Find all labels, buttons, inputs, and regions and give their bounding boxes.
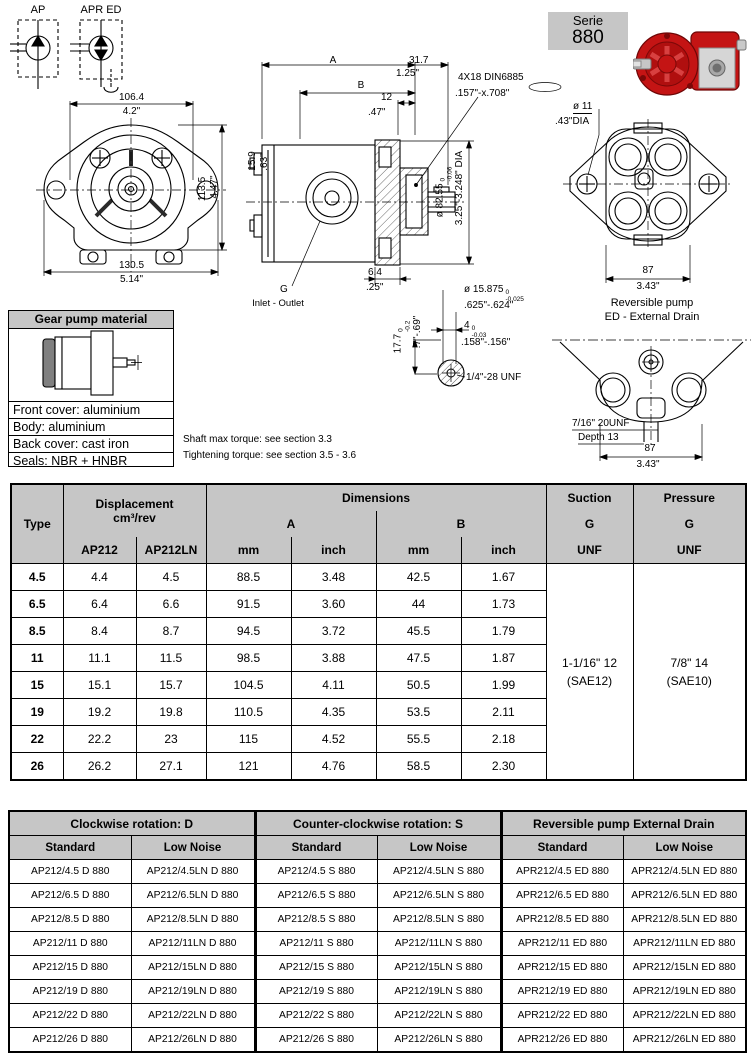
shaft-detail — [393, 280, 551, 392]
schematic-symbols — [8, 4, 158, 100]
shaft-depth-mm — [394, 321, 413, 354]
order-code-cell: AP212/6.5 S 880 — [255, 884, 377, 908]
side-dim-b-label: B — [357, 80, 365, 91]
cell-ap212ln: 23 — [136, 726, 206, 753]
cell-ap212: 11.1 — [63, 645, 136, 672]
order-code-cell: APR212/19LN ED 880 — [623, 980, 746, 1004]
order-code-cell: AP212/22LN S 880 — [377, 1004, 501, 1028]
cell-a-mm: 98.5 — [206, 645, 291, 672]
material-back-cover: Back cover: cast iron — [9, 435, 173, 452]
material-seals: Seals: NBR + HNBR — [9, 452, 173, 469]
cell-type: 19 — [11, 699, 63, 726]
order-code-cell: AP212/6.5LN D 880 — [131, 884, 255, 908]
order-code-cell: APR212/4.5 ED 880 — [501, 860, 623, 884]
main-dimension-table — [10, 483, 747, 781]
subheader-standard-ed: Standard — [501, 836, 623, 860]
col-header-suction-unf: UNF — [546, 537, 633, 564]
cell-a-inch: 4.52 — [291, 726, 376, 753]
order-code-cell: AP212/6.5LN S 880 — [377, 884, 501, 908]
order-code-cell: APR212/26LN ED 880 — [623, 1028, 746, 1053]
side-step-mm: 12 — [381, 92, 393, 103]
order-code-cell: APR212/15LN ED 880 — [623, 956, 746, 980]
col-header-type: Type — [11, 484, 63, 564]
cell-b-inch: 2.11 — [461, 699, 546, 726]
lip-mm: 6.4 — [368, 267, 382, 278]
flange-dia-tolerance: 0 -0.06 — [439, 166, 454, 182]
cell-a-inch: 3.48 — [291, 564, 376, 591]
cell-ap212ln: 4.5 — [136, 564, 206, 591]
cell-ap212ln: 19.8 — [136, 699, 206, 726]
order-code-cell: AP212/19 D 880 — [9, 980, 131, 1004]
cell-b-mm: 44 — [376, 591, 461, 618]
front-view — [28, 92, 234, 298]
order-row — [9, 908, 746, 932]
side-len-in: 1.25" — [396, 68, 420, 79]
col-header-pressure: Pressure — [633, 484, 746, 511]
rear-view — [553, 95, 751, 295]
order-code-cell: AP212/22 D 880 — [9, 1004, 131, 1028]
order-code-cell: AP212/22 S 880 — [255, 1004, 377, 1028]
pump-side-silhouette — [9, 329, 173, 401]
order-code-cell: AP212/19 S 880 — [255, 980, 377, 1004]
order-row — [9, 980, 746, 1004]
order-code-cell: APR212/26 ED 880 — [501, 1028, 623, 1053]
side-step-in: .47" — [368, 107, 386, 118]
pump-symbols-drawing — [8, 17, 158, 100]
order-code-cell: AP212/26LN D 880 — [131, 1028, 255, 1053]
spec-row-4.5 — [11, 564, 746, 591]
shaft-dia-value: ø 15.875 — [464, 284, 504, 295]
cell-type: 4.5 — [11, 564, 63, 591]
order-code-cell: APR212/6.5 ED 880 — [501, 884, 623, 908]
shaft-thread: 1/4"-28 UNF — [466, 372, 522, 383]
shaft-dia-in: .625"-.624" — [464, 300, 514, 311]
displacement-line2: cm³/rev — [113, 511, 156, 525]
flange-dia-in: 3.25"-3.248" DIA — [454, 150, 465, 226]
material-body: Body: aluminium — [9, 418, 173, 435]
side-view — [246, 55, 568, 315]
cell-ap212: 26.2 — [63, 753, 136, 781]
order-code-cell: AP212/4.5LN S 880 — [377, 860, 501, 884]
cell-b-inch: 1.79 — [461, 618, 546, 645]
front-height-mm: 113.5 — [197, 176, 208, 202]
order-code-cell: APR212/22LN ED 880 — [623, 1004, 746, 1028]
order-code-cell: AP212/15 S 880 — [255, 956, 377, 980]
cell-ap212ln: 27.1 — [136, 753, 206, 781]
rear-width-mm: 87 — [642, 265, 654, 276]
order-code-cell: AP212/8.5 S 880 — [255, 908, 377, 932]
side-port-in: .63" — [259, 153, 270, 171]
order-code-cell: AP212/6.5 D 880 — [9, 884, 131, 908]
lip-in: .25" — [366, 282, 384, 293]
order-code-cell: AP212/26 D 880 — [9, 1028, 131, 1053]
reversible-caption-line2: ED - External Drain — [604, 310, 700, 323]
cell-b-inch: 1.87 — [461, 645, 546, 672]
cell-type: 15 — [11, 672, 63, 699]
cell-a-inch: 3.88 — [291, 645, 376, 672]
cell-ap212ln: 8.7 — [136, 618, 206, 645]
cell-ap212: 15.1 — [63, 672, 136, 699]
cell-b-mm: 47.5 — [376, 645, 461, 672]
col-header-b-inch: inch — [461, 537, 546, 564]
cell-a-mm: 121 — [206, 753, 291, 781]
reversible-caption-line1: Reversible pump — [610, 297, 694, 309]
cell-a-inch: 3.72 — [291, 618, 376, 645]
side-len-mm: 31.7 — [409, 55, 429, 66]
order-code-cell: APR212/8.5LN ED 880 — [623, 908, 746, 932]
col-header-a-inch: inch — [291, 537, 376, 564]
main-table-body — [11, 564, 746, 781]
group-header-counter-clockwise: Counter-clockwise rotation: S — [255, 811, 501, 836]
cell-b-mm: 42.5 — [376, 564, 461, 591]
group-header-reversible: Reversible pump External Drain — [501, 811, 746, 836]
order-code-cell: AP212/4.5 D 880 — [9, 860, 131, 884]
order-code-cell: AP212/22LN D 880 — [131, 1004, 255, 1028]
cell-b-mm: 58.5 — [376, 753, 461, 781]
port-caption: Inlet - Outlet — [252, 298, 304, 309]
cell-type: 22 — [11, 726, 63, 753]
material-box-figure — [9, 329, 173, 401]
series-badge — [548, 12, 628, 50]
cell-ap212ln: 15.7 — [136, 672, 206, 699]
cell-a-mm: 110.5 — [206, 699, 291, 726]
order-code-cell: APR212/19 ED 880 — [501, 980, 623, 1004]
order-code-cell: APR212/8.5 ED 880 — [501, 908, 623, 932]
cell-b-inch: 1.73 — [461, 591, 546, 618]
order-code-table — [8, 810, 747, 1053]
order-code-cell: APR212/6.5LN ED 880 — [623, 884, 746, 908]
cell-b-mm: 50.5 — [376, 672, 461, 699]
order-code-cell: AP212/4.5 S 880 — [255, 860, 377, 884]
reversible-caption — [556, 297, 748, 325]
col-header-b-mm: mm — [376, 537, 461, 564]
order-code-cell: APR212/4.5LN ED 880 — [623, 860, 746, 884]
flange-dia-value: ø 82.55 — [434, 183, 446, 218]
col-header-a-mm: mm — [206, 537, 291, 564]
order-code-cell: AP212/19LN S 880 — [377, 980, 501, 1004]
order-code-cell: AP212/26 S 880 — [255, 1028, 377, 1053]
order-code-cell: AP212/15LN D 880 — [131, 956, 255, 980]
note-shaft-torque: Shaft max torque: see section 3.3 — [183, 434, 332, 445]
cell-a-mm: 104.5 — [206, 672, 291, 699]
order-code-cell: APR212/11LN ED 880 — [623, 932, 746, 956]
cell-a-inch: 4.35 — [291, 699, 376, 726]
order-table-body — [9, 860, 746, 1053]
shaft-key-in: .158"-.156" — [461, 337, 511, 348]
col-header-displacement — [63, 484, 206, 537]
cell-ap212: 6.4 — [63, 591, 136, 618]
order-code-cell: AP212/15LN S 880 — [377, 956, 501, 980]
material-front-cover: Front cover: aluminium — [9, 401, 173, 418]
order-code-cell: AP212/8.5LN D 880 — [131, 908, 255, 932]
key-spec: 4X18 DIN6885 — [458, 72, 524, 83]
order-code-cell: AP212/11LN D 880 — [131, 932, 255, 956]
col-header-suction: Suction — [546, 484, 633, 511]
col-header-dim-a: A — [206, 511, 376, 537]
cell-ap212: 8.4 — [63, 618, 136, 645]
subheader-standard-s: Standard — [255, 836, 377, 860]
subheader-lownoise-d: Low Noise — [131, 836, 255, 860]
reversible-width-in: 3.43" — [636, 459, 660, 470]
drain-thread: 7/16" 20UNF — [572, 418, 630, 429]
group-header-clockwise: Clockwise rotation: D — [9, 811, 255, 836]
col-header-suction-g: G — [546, 511, 633, 537]
material-box — [8, 310, 174, 467]
front-base-in: 5.14" — [119, 274, 143, 285]
order-code-cell: AP212/26LN S 880 — [377, 1028, 501, 1053]
order-code-cell: AP212/11LN S 880 — [377, 932, 501, 956]
side-view-drawing — [246, 55, 568, 315]
order-row — [9, 1004, 746, 1028]
col-header-ap212: AP212 — [63, 537, 136, 564]
cell-ap212: 19.2 — [63, 699, 136, 726]
shaft-key-tolerance: 0 -0.03 — [471, 325, 487, 339]
shaft-depth-value: 17.7 — [392, 333, 404, 354]
cell-a-inch: 4.76 — [291, 753, 376, 781]
order-code-cell: AP212/15 D 880 — [9, 956, 131, 980]
displacement-line1: Displacement — [95, 497, 174, 511]
key-spec-inch: .157"-x.708" — [455, 88, 510, 99]
order-code-cell: AP212/4.5LN D 880 — [131, 860, 255, 884]
port-g-label: G — [280, 284, 288, 295]
rear-pin-dia-in: .43"DIA — [555, 116, 590, 127]
order-code-cell: AP212/8.5 D 880 — [9, 908, 131, 932]
cell-a-inch: 4.11 — [291, 672, 376, 699]
subheader-lownoise-ed: Low Noise — [623, 836, 746, 860]
order-code-cell: AP212/11 D 880 — [9, 932, 131, 956]
cell-b-inch: 1.67 — [461, 564, 546, 591]
pressure-value-cell: 7/8" 14 (SAE10) — [633, 564, 746, 781]
col-header-ap212ln: AP212LN — [136, 537, 206, 564]
rear-pin-dia-mm: ø 11 — [573, 101, 592, 114]
cell-a-mm: 115 — [206, 726, 291, 753]
cell-b-inch: 2.30 — [461, 753, 546, 781]
cell-ap212ln: 11.5 — [136, 645, 206, 672]
subheader-lownoise-s: Low Noise — [377, 836, 501, 860]
reversible-view — [552, 330, 751, 475]
material-box-title: Gear pump material — [9, 311, 173, 329]
cell-a-mm: 88.5 — [206, 564, 291, 591]
cell-ap212: 4.4 — [63, 564, 136, 591]
cell-a-mm: 91.5 — [206, 591, 291, 618]
cell-a-inch: 3.60 — [291, 591, 376, 618]
shaft-depth-tolerance: 0 -0.2 — [397, 320, 412, 332]
order-code-cell: AP212/11 S 880 — [255, 932, 377, 956]
front-width-in: 4.2" — [122, 106, 141, 117]
ap-symbol-label: AP — [30, 4, 46, 16]
col-header-pressure-g: G — [633, 511, 746, 537]
cell-ap212: 22.2 — [63, 726, 136, 753]
order-row — [9, 932, 746, 956]
shaft-key-value: 4 — [464, 320, 470, 331]
cell-type: 6.5 — [11, 591, 63, 618]
pump-product-image — [633, 20, 751, 104]
col-header-dimensions: Dimensions — [206, 484, 546, 511]
note-tightening-torque: Tightening torque: see section 3.5 - 3.6 — [183, 450, 357, 461]
suction-value-cell: 1-1/16" 12 (SAE12) — [546, 564, 633, 781]
cell-ap212ln: 6.6 — [136, 591, 206, 618]
side-port-mm: 15.9 — [247, 151, 258, 171]
subheader-standard-d: Standard — [9, 836, 131, 860]
cell-b-inch: 2.18 — [461, 726, 546, 753]
shaft-dia-tolerance: 0 -0.025 — [505, 289, 524, 303]
cell-b-mm: 53.5 — [376, 699, 461, 726]
order-row — [9, 956, 746, 980]
cell-type: 26 — [11, 753, 63, 781]
flange-dia-mm — [436, 167, 455, 218]
cell-b-inch: 1.99 — [461, 672, 546, 699]
order-row — [9, 1028, 746, 1053]
front-width-mm: 106.4 — [118, 92, 145, 103]
order-row — [9, 884, 746, 908]
series-label: Serie — [572, 13, 604, 29]
order-code-cell: APR212/15 ED 880 — [501, 956, 623, 980]
col-header-pressure-unf: UNF — [633, 537, 746, 564]
cell-type: 8.5 — [11, 618, 63, 645]
series-number: 880 — [572, 26, 604, 48]
order-code-cell: APR212/11 ED 880 — [501, 932, 623, 956]
col-header-dim-b: B — [376, 511, 546, 537]
cell-b-mm: 45.5 — [376, 618, 461, 645]
front-height-in: 4.47" — [209, 175, 220, 199]
reversible-width-mm: 87 — [644, 443, 656, 454]
order-code-cell: AP212/19LN D 880 — [131, 980, 255, 1004]
cell-b-mm: 55.5 — [376, 726, 461, 753]
apr-ed-symbol-label: APR ED — [80, 4, 122, 16]
rear-width-in: 3.43" — [636, 281, 660, 292]
front-base-mm: 130.5 — [118, 260, 145, 271]
drain-depth: Depth 13 — [578, 432, 619, 443]
cell-type: 11 — [11, 645, 63, 672]
order-code-cell: AP212/8.5LN S 880 — [377, 908, 501, 932]
cell-a-mm: 94.5 — [206, 618, 291, 645]
order-code-cell: APR212/22 ED 880 — [501, 1004, 623, 1028]
shaft-depth-in: .7"-.69" — [412, 315, 423, 349]
side-dim-a-label: A — [329, 55, 337, 66]
order-row — [9, 860, 746, 884]
